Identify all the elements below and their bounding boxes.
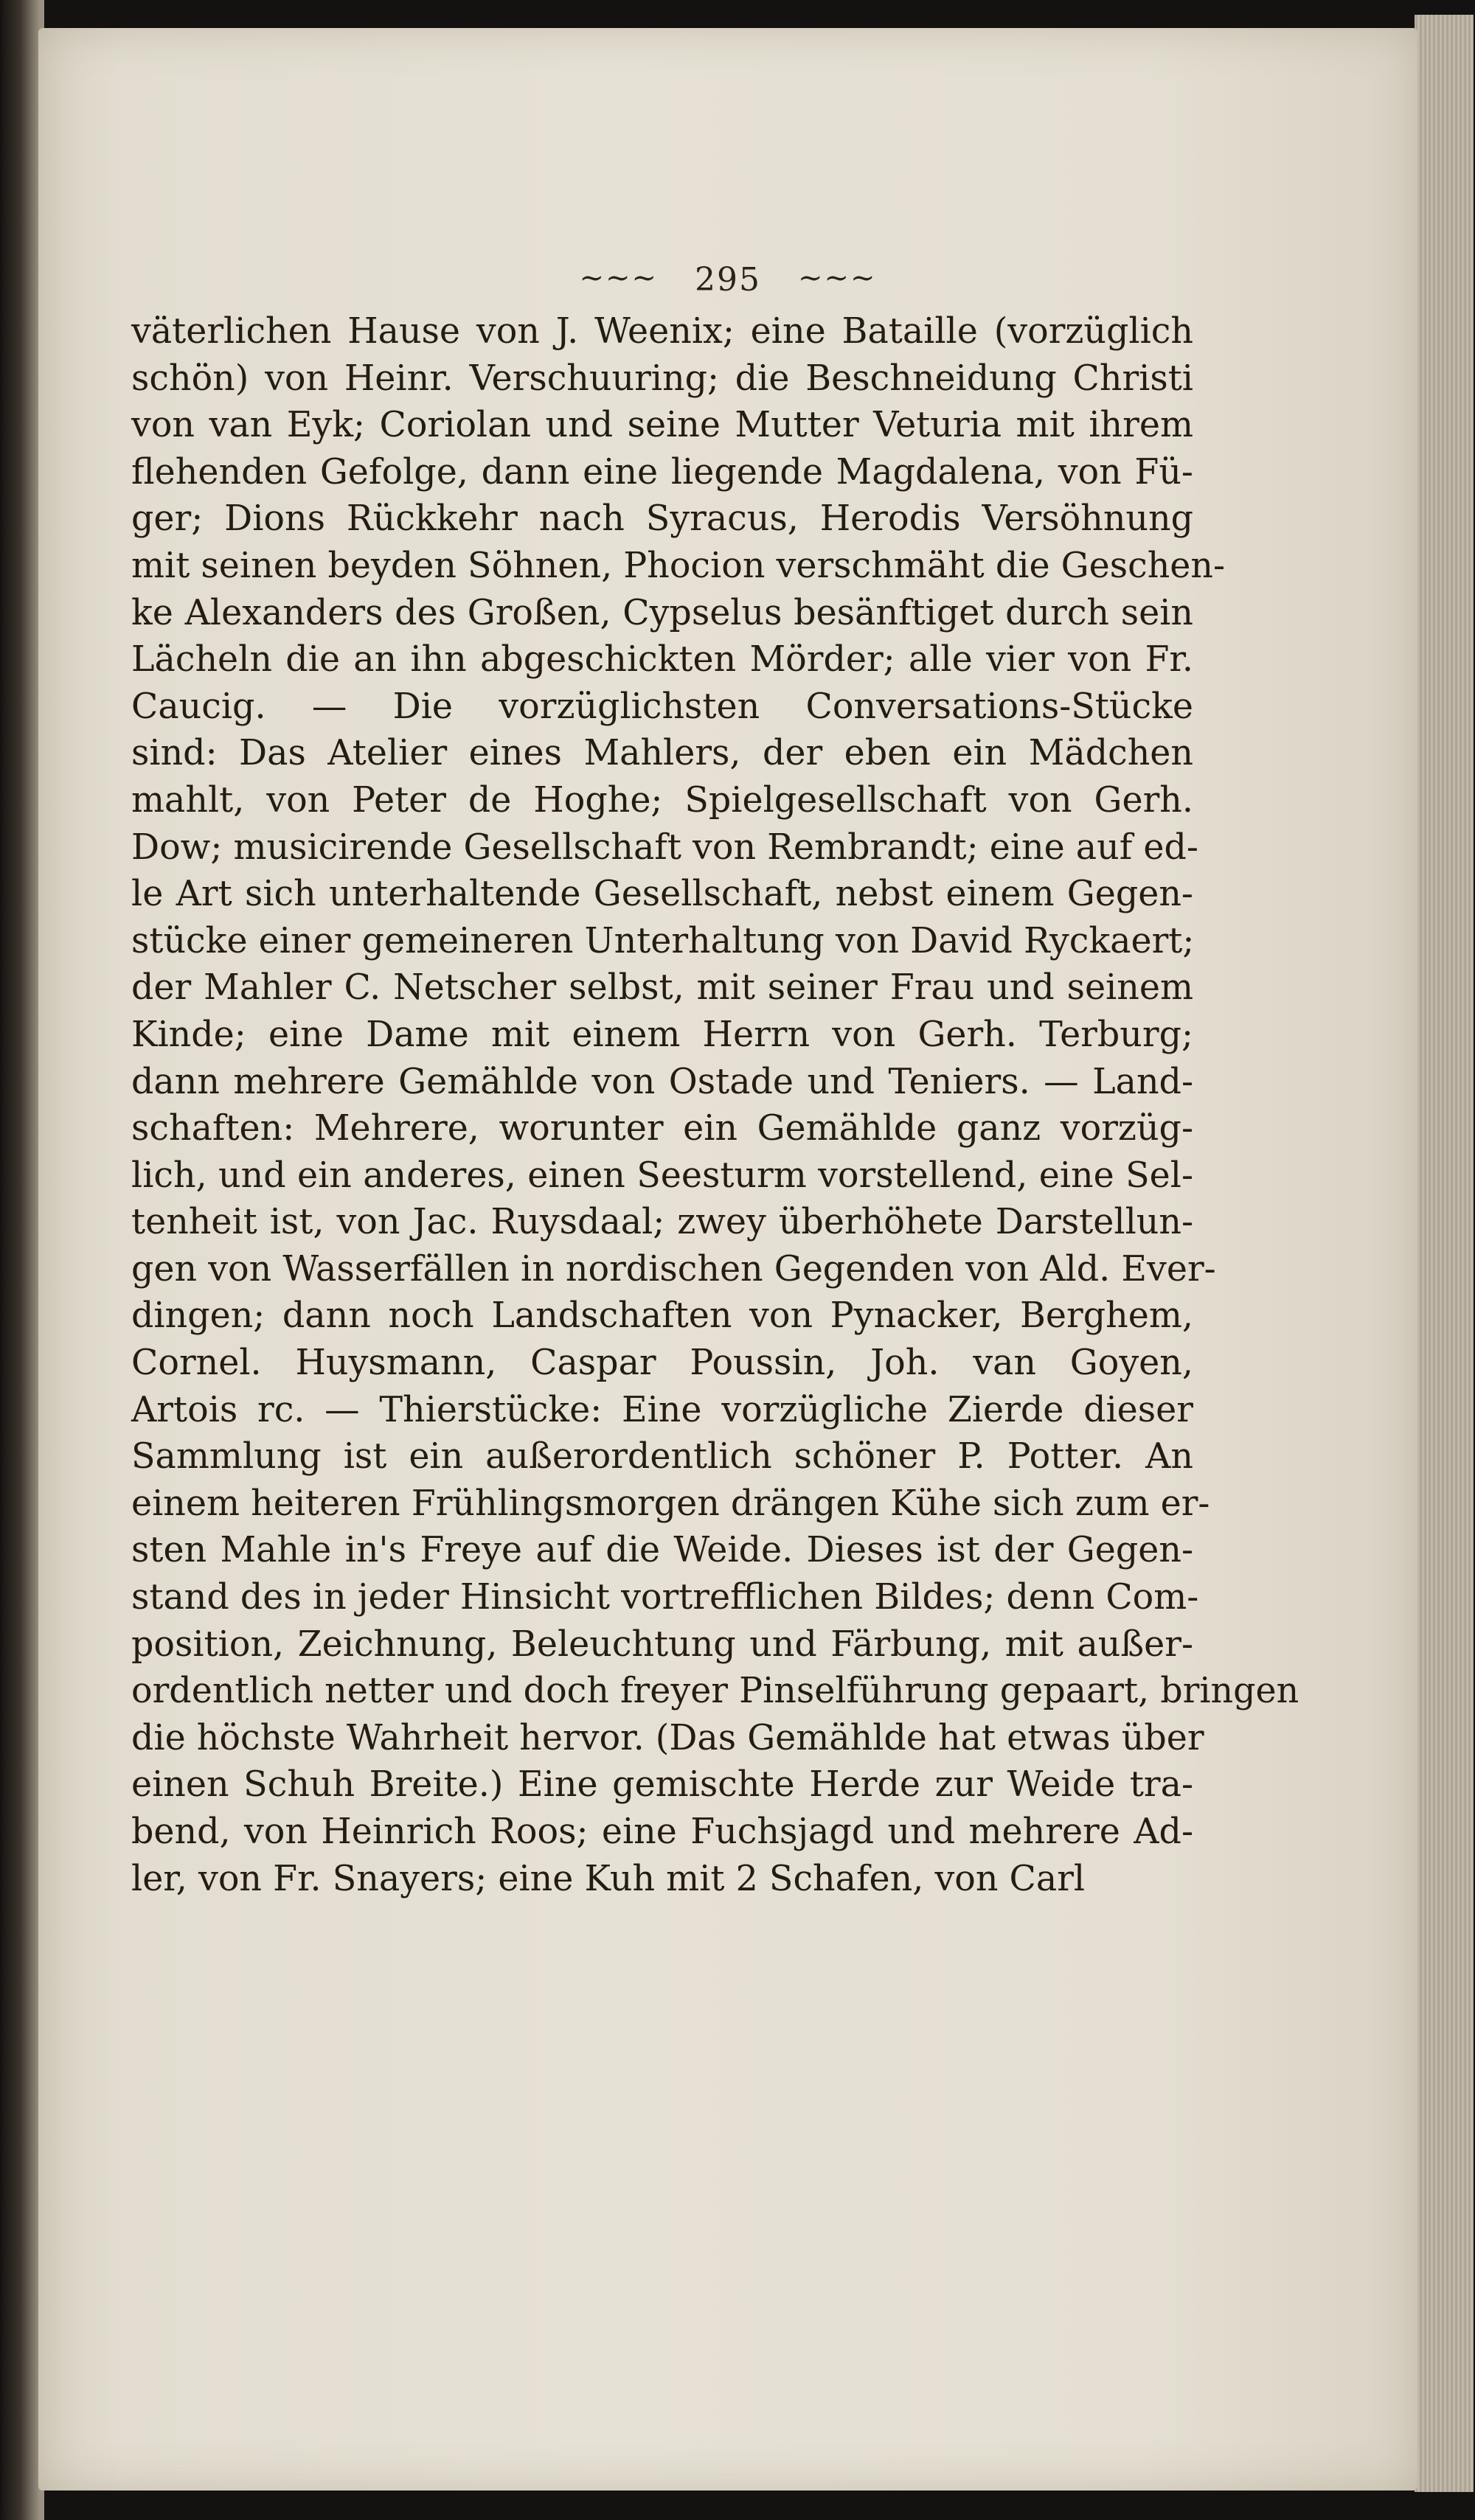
text-line: dingen; dann noch Landschaften von Pynacker, Berghem, xyxy=(131,1295,1193,1337)
text-line: der Mahler C. Netscher selbst, mit seiner Frau und seinem xyxy=(131,967,1193,1009)
text-line: Dow; musicirende Gesellschaft von Rembrandt; eine auf ed- xyxy=(131,826,1198,868)
text-line: le Art sich unterhaltende Gesellschaft, nebst einem Gegen- xyxy=(131,874,1193,915)
text-line: einem heiteren Frühlingsmorgen drängen Kühe sich zum er- xyxy=(131,1483,1210,1524)
text-line: stand des in jeder Hinsicht vortrefflichen Bildes; denn Com- xyxy=(131,1577,1199,1618)
text-line: Cornel. Huysmann, Caspar Poussin, Joh. van Goyen, xyxy=(131,1343,1193,1384)
text-line: väterlichen Hause von J. Weenix; eine Bataille (vorzüglich xyxy=(131,311,1193,352)
text-line: mit seinen beyden Söhnen, Phocion verschmäht die Geschen- xyxy=(131,545,1226,586)
text-line: von van Eyk; Coriolan und seine Mutter Veturia mit ihrem xyxy=(131,405,1193,446)
text-line: ordentlich netter und doch freyer Pinselführung gepaart, bringen xyxy=(131,1671,1299,1712)
body-text xyxy=(131,308,1299,1902)
text-line: schön) von Heinr. Verschuuring; die Beschneidung Christi xyxy=(131,358,1193,399)
text-line: tenheit ist, von Jac. Ruysdaal; zwey überhöhete Darstellun- xyxy=(131,1202,1193,1243)
page-stack-edge xyxy=(1415,15,1474,2492)
text-line: ger; Dions Rückkehr nach Syracus, Herodis Versöhnung xyxy=(131,498,1193,540)
text-line: position, Zeichnung, Beleuchtung und Färbung, mit außer- xyxy=(131,1623,1193,1665)
text-line: lich, und ein anderes, einen Seesturm vorstellend, eine Sel- xyxy=(131,1155,1193,1196)
text-line: Caucig. — Die vorzüglichsten Conversations-Stücke xyxy=(131,686,1193,727)
page-number: 295 xyxy=(695,261,761,299)
text-line: Artois rc. — Thierstücke: Eine vorzügliche Zierde dieser xyxy=(131,1389,1193,1430)
text-line: einen Schuh Breite.) Eine gemischte Herde zur Weide tra- xyxy=(131,1764,1193,1806)
text-line: ke Alexanders des Großen, Cypselus besänftiget durch sein xyxy=(131,592,1193,633)
text-line: flehenden Gefolge, dann eine liegende Magdalena, von Fü- xyxy=(131,451,1193,492)
text-line: ler, von Fr. Snayers; eine Kuh mit 2 Schafen, von Carl xyxy=(131,1858,1086,1899)
text-line: Sammlung ist ein außerordentlich schöner P. Potter. An xyxy=(131,1436,1193,1477)
ornament-right: ~~~ xyxy=(797,261,877,295)
text-line: schaften: Mehrere, worunter ein Gemählde ganz vorzüg- xyxy=(131,1108,1193,1149)
page-header xyxy=(38,261,1417,299)
text-line: sten Mahle in's Freye auf die Weide. Dieses ist der Gegen- xyxy=(131,1530,1193,1571)
text-line: mahlt, von Peter de Hoghe; Spielgesellschaft von Gerh. xyxy=(131,779,1193,821)
text-line: Lächeln die an ihn abgeschickten Mörder; alle vier von Fr. xyxy=(131,639,1193,681)
text-line: gen von Wasserfällen in nordischen Gegenden von Ald. Ever- xyxy=(131,1248,1216,1289)
text-line: Kinde; eine Dame mit einem Herrn von Gerh. Terburg; xyxy=(131,1014,1193,1055)
text-line: sind: Das Atelier eines Mahlers, der eben ein Mädchen xyxy=(131,733,1193,774)
book-gutter xyxy=(0,0,44,2520)
text-line: stücke einer gemeineren Unterhaltung von David Ryckaert; xyxy=(131,920,1195,961)
text-line: bend, von Heinrich Roos; eine Fuchsjagd und mehrere Ad- xyxy=(131,1811,1193,1852)
ornament-left: ~~~ xyxy=(579,261,658,295)
text-line: die höchste Wahrheit hervor. (Das Gemählde hat etwas über xyxy=(131,1717,1204,1758)
text-line: dann mehrere Gemählde von Ostade und Teniers. — Land- xyxy=(131,1061,1193,1102)
